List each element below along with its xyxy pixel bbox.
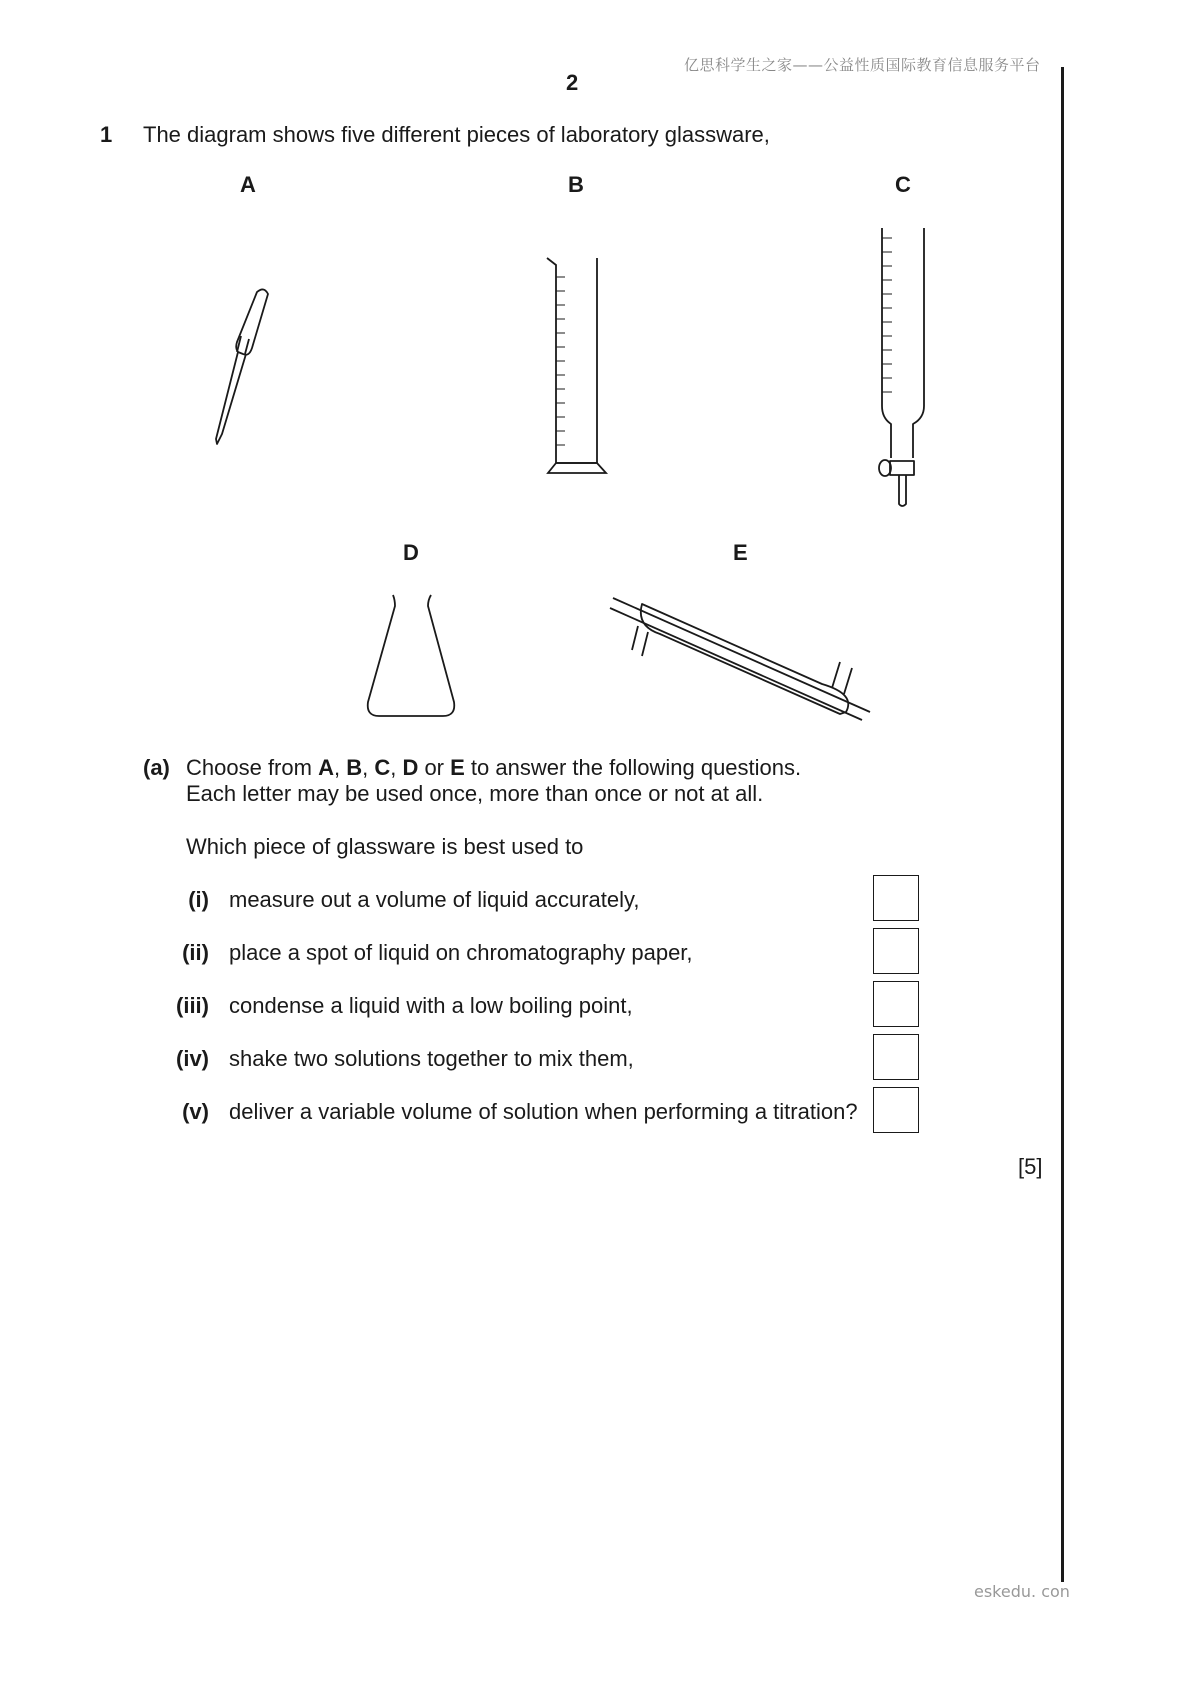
conical-flask-icon [363, 592, 463, 722]
condenser-icon [608, 590, 878, 725]
part-a-intro [186, 755, 801, 781]
part-a-instruction: Each letter may be used once, more than once or not at all. [186, 781, 764, 806]
item-number-iii: (iii) [176, 993, 209, 1018]
question-number: 1 [100, 122, 113, 147]
figure-label-c: C [895, 172, 911, 197]
letter-b: B [346, 755, 363, 780]
sep-2: , [362, 755, 375, 780]
item-number-i: (i) [188, 887, 209, 912]
page-number: 2 [566, 70, 579, 95]
letter-e: E [450, 755, 465, 780]
part-a-prompt: Which piece of glassware is best used to [186, 834, 584, 859]
margin-rule [1061, 67, 1064, 1582]
sep-3: , [390, 755, 403, 780]
part-a-intro-suffix: to answer the following questions. [464, 755, 802, 780]
marks-total: [5] [1018, 1154, 1043, 1179]
answer-box-iii[interactable] [873, 981, 919, 1027]
letter-d: D [402, 755, 419, 780]
answer-box-i[interactable] [873, 875, 919, 921]
dropping-pipette-icon [205, 282, 275, 452]
footer-site: eskedu. con [974, 1582, 1070, 1601]
item-text-i: measure out a volume of liquid accurately, [229, 887, 640, 912]
figure-label-d: D [403, 540, 419, 565]
part-a-intro-prefix: Choose from [186, 755, 319, 780]
figure-label-e: E [733, 540, 748, 565]
sep-or: or [418, 755, 451, 780]
answer-box-ii[interactable] [873, 928, 919, 974]
header-watermark: 亿思科学生之家——公益性质国际教育信息服务平台 [684, 56, 1041, 74]
answer-box-iv[interactable] [873, 1034, 919, 1080]
answer-box-v[interactable] [873, 1087, 919, 1133]
item-text-iv: shake two solutions together to mix them, [229, 1046, 634, 1071]
item-number-v: (v) [182, 1099, 209, 1124]
item-text-iii: condense a liquid with a low boiling point, [229, 993, 633, 1018]
item-text-v: deliver a variable volume of solution when performing a titration? [229, 1099, 858, 1124]
figure-label-b: B [568, 172, 584, 197]
sep-1: , [333, 755, 347, 780]
letter-c: C [374, 755, 391, 780]
item-text-ii: place a spot of liquid on chromatography paper, [229, 940, 693, 965]
part-a-label: (a) [143, 755, 170, 780]
figure-label-a: A [240, 172, 256, 197]
measuring-cylinder-icon [545, 255, 615, 475]
burette-icon [875, 228, 935, 508]
item-number-iv: (iv) [176, 1046, 209, 1071]
letter-a: A [318, 755, 334, 780]
question-stem: The diagram shows five different pieces of laboratory glassware, [143, 122, 770, 147]
item-number-ii: (ii) [182, 940, 209, 965]
